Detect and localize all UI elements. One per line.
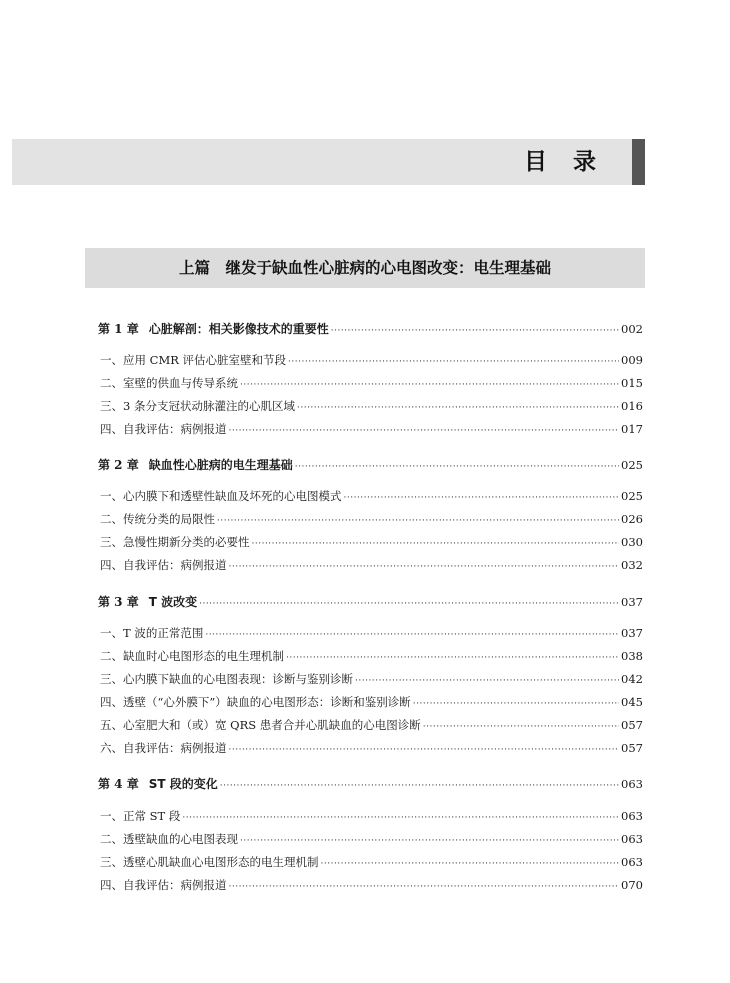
- part-title: 上篇 继发于缺血性心脏病的心电图改变：电生理基础: [178, 259, 551, 277]
- toc-chapter-1[interactable]: [98, 320, 643, 338]
- leader-dots: [199, 599, 619, 609]
- leader-dots: [297, 403, 619, 413]
- section-label: 一、正常 ST 段: [100, 809, 181, 823]
- section-label: 四、透壁（“心外膜下”）缺血的心电图形态：诊断和鉴别诊断: [100, 695, 411, 709]
- page-number: 002: [621, 322, 643, 336]
- leader-dots: [217, 516, 619, 526]
- page-number: 016: [621, 399, 643, 413]
- page-number: 063: [621, 777, 643, 791]
- toc-section[interactable]: [100, 671, 643, 689]
- leader-dots: [205, 630, 619, 640]
- leader-dots: [240, 836, 619, 846]
- page-number: 063: [621, 809, 643, 823]
- leader-dots: [288, 357, 619, 367]
- page-number: 030: [621, 535, 643, 549]
- section-label: 二、缺血时心电图形态的电生理机制: [100, 649, 284, 663]
- page-number: 037: [621, 626, 643, 640]
- page-number: 032: [621, 558, 643, 572]
- leader-dots: [355, 676, 619, 686]
- page-number: 015: [621, 376, 643, 390]
- section-label: 四、自我评估：病例报道: [100, 878, 227, 892]
- toc-chapter-4[interactable]: [98, 775, 643, 793]
- leader-dots: [182, 813, 619, 823]
- page-title: 目录: [524, 149, 622, 175]
- chapter-name: ST 段的变化: [148, 777, 218, 791]
- toc-section[interactable]: [100, 717, 643, 735]
- page-number: 063: [621, 855, 643, 869]
- page-number: 026: [621, 512, 643, 526]
- section-label: 三、急慢性期新分类的必要性: [100, 535, 250, 549]
- section-label: 四、自我评估：病例报道: [100, 558, 227, 572]
- page-number: 063: [621, 832, 643, 846]
- page-number: 009: [621, 353, 643, 367]
- toc-section[interactable]: [100, 488, 643, 506]
- leader-dots: [229, 562, 620, 572]
- toc-section[interactable]: [100, 625, 643, 643]
- leader-dots: [229, 882, 620, 892]
- leader-dots: [331, 326, 619, 336]
- leader-dots: [295, 462, 619, 472]
- toc-section[interactable]: [100, 511, 643, 529]
- page-number: 070: [621, 878, 643, 892]
- leader-dots: [321, 859, 620, 869]
- leader-dots: [413, 699, 619, 709]
- section-label: 三、透壁心肌缺血心电图形态的电生理机制: [100, 855, 319, 869]
- section-label: 三、3 条分支冠状动脉灌注的心肌区域: [100, 399, 295, 413]
- leader-dots: [229, 426, 620, 436]
- title-accent-block: [632, 139, 645, 185]
- chapter-name: 缺血性心脏病的电生理基础: [148, 458, 293, 472]
- section-label: 六、自我评估：病例报道: [100, 741, 227, 755]
- chapter-number: 第 2 章: [98, 458, 139, 472]
- toc-section[interactable]: [100, 740, 643, 758]
- toc-chapter-3[interactable]: [98, 593, 643, 611]
- toc-section[interactable]: [100, 398, 643, 416]
- section-label: 五、心室肥大和（或）宽 QRS 患者合并心肌缺血的心电图诊断: [100, 718, 421, 732]
- page-number: 038: [621, 649, 643, 663]
- chapter-number: 第 4 章: [98, 777, 139, 791]
- leader-dots: [240, 380, 619, 390]
- section-label: 二、传统分类的局限性: [100, 512, 215, 526]
- toc-section[interactable]: [100, 421, 643, 439]
- toc-section[interactable]: [100, 534, 643, 552]
- leader-dots: [344, 493, 620, 503]
- toc-section[interactable]: [100, 557, 643, 575]
- toc-chapter-2[interactable]: [98, 456, 643, 474]
- page-number: 057: [621, 741, 643, 755]
- toc-section[interactable]: [100, 352, 643, 370]
- toc-section[interactable]: [100, 808, 643, 826]
- section-label: 四、自我评估：病例报道: [100, 422, 227, 436]
- page-number: 037: [621, 595, 643, 609]
- page-number: 045: [621, 695, 643, 709]
- section-label: 二、透壁缺血的心电图表现: [100, 832, 238, 846]
- chapter-number: 第 1 章: [98, 322, 139, 336]
- toc-section[interactable]: [100, 694, 643, 712]
- leader-dots: [286, 653, 619, 663]
- section-label: 二、室壁的供血与传导系统: [100, 376, 238, 390]
- section-label: 一、T 波的正常范围: [100, 626, 204, 640]
- leader-dots: [252, 539, 620, 549]
- section-label: 一、应用 CMR 评估心脏室壁和节段: [100, 353, 287, 367]
- page-number: 057: [621, 718, 643, 732]
- page-number: 017: [621, 422, 643, 436]
- toc-section[interactable]: [100, 854, 643, 872]
- leader-dots: [220, 781, 619, 791]
- toc-section[interactable]: [100, 375, 643, 393]
- section-label: 三、心内膜下缺血的心电图表现：诊断与鉴别诊断: [100, 672, 353, 686]
- chapter-name: T 波改变: [148, 595, 198, 609]
- section-label: 一、心内膜下和透壁性缺血及坏死的心电图模式: [100, 489, 342, 503]
- toc-section[interactable]: [100, 648, 643, 666]
- toc-section[interactable]: [100, 877, 643, 895]
- page-number: 025: [621, 458, 643, 472]
- leader-dots: [229, 745, 620, 755]
- leader-dots: [423, 722, 619, 732]
- chapter-name: 心脏解剖：相关影像技术的重要性: [148, 322, 329, 336]
- page-number: 025: [621, 489, 643, 503]
- page-number: 042: [621, 672, 643, 686]
- chapter-number: 第 3 章: [98, 595, 139, 609]
- toc-section[interactable]: [100, 831, 643, 849]
